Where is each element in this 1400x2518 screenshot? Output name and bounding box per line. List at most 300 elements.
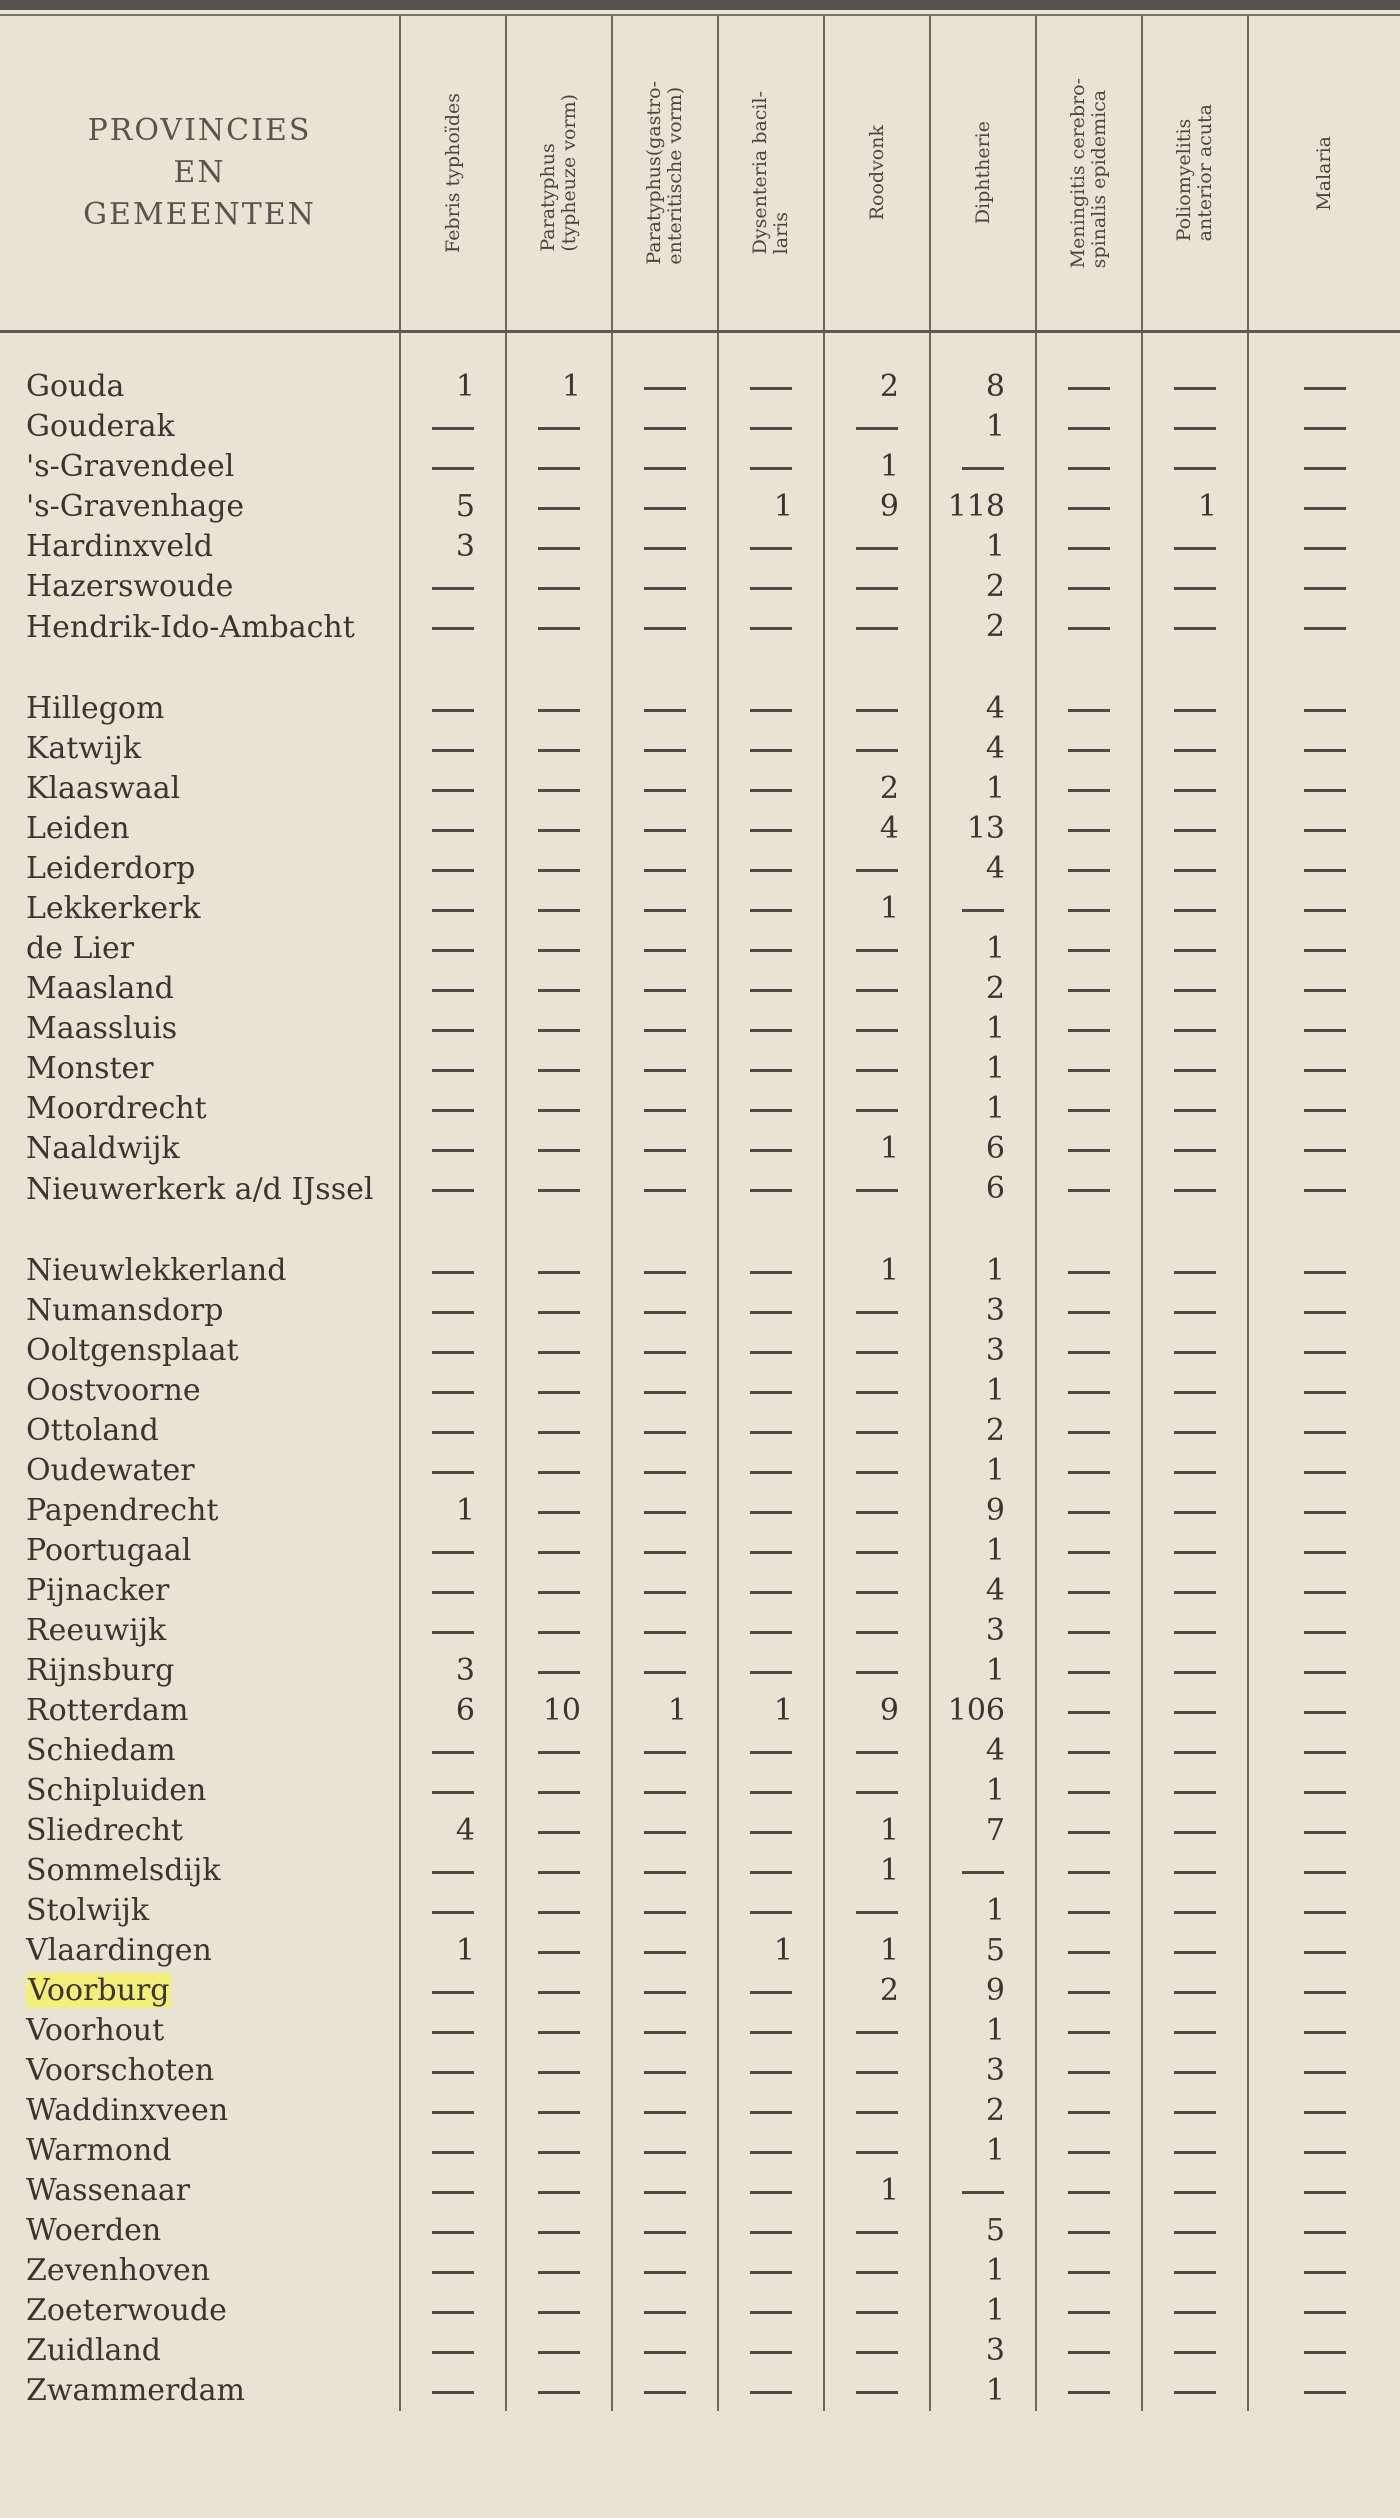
empty-cell-dash [1142,2211,1248,2251]
empty-cell-dash [506,567,612,607]
empty-cell-dash [1142,889,1248,929]
municipality-name [0,1651,400,1691]
empty-cell-dash [824,2091,930,2131]
table-row [0,1931,1400,1971]
dash-mark [644,587,686,590]
dash-mark [1304,2311,1346,2314]
dash-mark [1304,949,1346,952]
dash-mark [1174,909,1216,912]
dash-mark [750,1109,792,1112]
empty-cell-dash [506,2211,612,2251]
count-cell: 6 [400,1691,506,1731]
dash-mark [538,2071,580,2074]
empty-cell-dash [1142,929,1248,969]
dash-mark [1068,1069,1110,1072]
empty-cell-dash [1036,1129,1142,1169]
empty-cell-dash [1036,1009,1142,1049]
dash-mark [432,949,474,952]
dash-mark [644,1109,686,1112]
empty-cell-dash [612,447,718,487]
count-cell: 4 [930,1571,1036,1611]
dash-mark [432,427,474,430]
dash-mark [538,1431,580,1434]
dash-mark [856,2031,898,2034]
dash-mark [750,587,792,590]
empty-cell-dash [506,1811,612,1851]
dash-mark [750,2111,792,2114]
dash-mark [1304,1149,1346,1152]
empty-cell-dash [506,447,612,487]
header-line-en: EN [173,155,226,190]
dash-mark [1068,789,1110,792]
dash-mark [750,1189,792,1192]
dash-mark [1068,2191,1110,2194]
empty-cell-dash [1248,689,1400,729]
dash-mark [1068,2151,1110,2154]
empty-cell-dash [718,2171,824,2211]
dash-mark [1174,387,1216,390]
municipality-name [0,889,400,929]
dash-mark [538,1471,580,1474]
dash-mark [432,1109,474,1112]
dash-mark [1068,1711,1110,1714]
empty-cell-dash [1142,1891,1248,1931]
empty-cell-dash [400,889,506,929]
dash-mark [538,467,580,470]
table-row [0,1049,1400,1089]
empty-cell-dash [1036,567,1142,607]
dash-mark [538,1271,580,1274]
empty-cell-dash [506,689,612,729]
empty-cell-dash [824,1491,930,1531]
municipality-name-text: Lekkerkerk [26,891,201,926]
municipality-name [0,769,400,809]
dash-mark [538,1391,580,1394]
dash-mark [750,789,792,792]
empty-cell-dash [1142,2131,1248,2171]
empty-cell-dash [718,447,824,487]
municipality-name-text: Nieuwlekkerland [26,1253,287,1288]
empty-cell-dash [1248,2371,1400,2411]
empty-cell-dash [1036,2331,1142,2371]
dash-mark [750,1991,792,1994]
empty-cell-dash [718,1771,824,1811]
municipality-name [0,2211,400,2251]
top-rule [0,0,1400,10]
dash-mark [750,547,792,550]
count-cell: 2 [930,2091,1036,2131]
dash-mark [538,1831,580,1834]
dash-mark [538,1991,580,1994]
count-cell: 7 [930,1811,1036,1851]
dash-mark [644,507,686,510]
empty-cell-dash [612,527,718,567]
empty-cell-dash [1036,1731,1142,1771]
municipality-name-text: de Lier [26,931,135,966]
dash-mark [1304,989,1346,992]
empty-cell-dash [506,1531,612,1571]
municipality-name [0,407,400,447]
dash-mark [644,1029,686,1032]
dash-mark [1068,507,1110,510]
empty-cell-dash [612,1611,718,1651]
table-row [0,1331,1400,1371]
dash-mark [1068,587,1110,590]
empty-cell-dash [400,1009,506,1049]
dash-mark [1174,1871,1216,1874]
empty-cell-dash [824,1089,930,1129]
empty-cell-dash [400,1251,506,1291]
count-cell: 1 [718,487,824,527]
empty-cell-dash [1248,929,1400,969]
dash-mark [1304,2351,1346,2354]
count-cell: 5 [400,487,506,527]
dash-mark [962,909,1004,912]
dash-mark [432,2271,474,2274]
dash-mark [1304,1471,1346,1474]
count-cell: 3 [930,2331,1036,2371]
municipality-name [0,1049,400,1089]
empty-cell-dash [718,2011,824,2051]
dash-mark [644,949,686,952]
empty-cell-dash [1142,1089,1248,1129]
empty-cell-dash [1142,1851,1248,1891]
empty-cell-dash [718,2251,824,2291]
dash-mark [644,1911,686,1914]
count-cell: 1 [930,407,1036,447]
dash-mark [1304,587,1346,590]
empty-cell-dash [612,2171,718,2211]
count-cell: 2 [824,1971,930,2011]
empty-cell-dash [718,2331,824,2371]
dash-mark [1174,1591,1216,1594]
dash-mark [750,989,792,992]
count-cell: 1 [824,2171,930,2211]
dash-mark [538,2311,580,2314]
dash-mark [432,1271,474,1274]
empty-cell-dash [718,567,824,607]
empty-cell-dash [930,447,1036,487]
dash-mark [856,1511,898,1514]
empty-cell-dash [1036,1251,1142,1291]
dash-mark [750,1069,792,1072]
empty-cell-dash [1036,2171,1142,2211]
dash-mark [1304,1791,1346,1794]
dash-mark [1068,2031,1110,2034]
empty-cell-dash [1142,969,1248,1009]
dash-mark [538,2391,580,2394]
empty-cell-dash [824,1891,930,1931]
table-row [0,2371,1400,2411]
dash-mark [1174,1189,1216,1192]
dash-mark [856,709,898,712]
dash-mark [856,1311,898,1314]
dash-mark [432,1911,474,1914]
dash-mark [644,1671,686,1674]
empty-cell-dash [1248,2171,1400,2211]
municipality-name [0,2171,400,2211]
dash-mark [432,1991,474,1994]
dash-mark [538,507,580,510]
dash-mark [750,2231,792,2234]
empty-cell-dash [1142,689,1248,729]
count-cell: 1 [612,1691,718,1731]
dash-mark [1068,1631,1110,1634]
dash-mark [1174,1069,1216,1072]
municipality-name-text: Zevenhoven [26,2253,211,2288]
empty-cell-dash [824,527,930,567]
dash-mark [1068,1511,1110,1514]
empty-cell-dash [400,849,506,889]
empty-cell-dash [612,2051,718,2091]
empty-cell-dash [1248,889,1400,929]
empty-cell-dash [930,889,1036,929]
empty-cell-dash [1248,527,1400,567]
empty-cell-dash [1248,1129,1400,1169]
empty-cell-dash [824,1371,930,1411]
empty-cell-dash [400,447,506,487]
empty-cell-dash [400,1411,506,1451]
dash-mark [432,1069,474,1072]
count-cell: 4 [400,1811,506,1851]
dash-mark [538,627,580,630]
col-header-febris-typhoides: Febris typhoïdes [400,16,506,332]
empty-cell-dash [612,1651,718,1691]
empty-cell-dash [718,1129,824,1169]
dash-mark [1304,1029,1346,1032]
dash-mark [1068,2351,1110,2354]
empty-cell-dash [824,1451,930,1491]
empty-cell-dash [1036,527,1142,567]
dash-mark [750,2151,792,2154]
empty-cell-dash [1142,407,1248,447]
dash-mark [644,1791,686,1794]
empty-cell-dash [1036,2291,1142,2331]
empty-cell-dash [824,1771,930,1811]
empty-cell-dash [1036,1651,1142,1691]
municipality-name-text: Rotterdam [26,1693,189,1728]
dash-mark [538,427,580,430]
table-row [0,487,1400,527]
empty-cell-dash [718,1491,824,1531]
municipality-name [0,567,400,607]
empty-cell-dash [612,1771,718,1811]
empty-cell-dash [506,729,612,769]
dash-mark [432,2151,474,2154]
dash-mark [1304,1591,1346,1594]
count-cell: 2 [930,607,1036,689]
municipality-name [0,1811,400,1851]
empty-cell-dash [1248,1089,1400,1129]
dash-mark [432,749,474,752]
dash-mark [432,2311,474,2314]
dash-mark [644,2071,686,2074]
table-row [0,2291,1400,2331]
dash-mark [1304,1109,1346,1112]
count-cell: 1 [930,1451,1036,1491]
dash-mark [750,2071,792,2074]
empty-cell-dash [1036,1891,1142,1931]
count-cell: 1 [930,1049,1036,1089]
empty-cell-dash [718,1251,824,1291]
dash-mark [644,1391,686,1394]
dash-mark [1068,1671,1110,1674]
dash-mark [962,467,1004,470]
dash-mark [750,427,792,430]
empty-cell-dash [824,1049,930,1089]
empty-cell-dash [1248,1411,1400,1451]
table-row [0,1851,1400,1891]
municipality-name [0,729,400,769]
dash-mark [750,1791,792,1794]
table-row [0,2011,1400,2051]
empty-cell-dash [1142,1771,1248,1811]
dash-mark [1304,2231,1346,2234]
dash-mark [538,1911,580,1914]
dash-mark [750,1831,792,1834]
empty-cell-dash [1036,2131,1142,2171]
dash-mark [538,1551,580,1554]
dash-mark [750,1029,792,1032]
dash-mark [538,1631,580,1634]
empty-cell-dash [506,1891,612,1931]
dash-mark [1304,1551,1346,1554]
table-row [0,1371,1400,1411]
dash-mark [1304,2191,1346,2194]
empty-cell-dash [400,2211,506,2251]
empty-cell-dash [506,487,612,527]
empty-cell-dash [1036,2051,1142,2091]
empty-cell-dash [718,2371,824,2411]
dash-mark [1174,547,1216,550]
empty-cell-dash [1248,1851,1400,1891]
empty-cell-dash [1248,1611,1400,1651]
empty-cell-dash [718,1049,824,1089]
municipality-name-text: 's-Gravendeel [26,449,235,484]
dash-mark [644,627,686,630]
dash-mark [1068,547,1110,550]
municipality-name-text: Naaldwijk [26,1131,180,1166]
municipality-name [0,1451,400,1491]
empty-cell-dash [612,367,718,407]
dash-mark [856,869,898,872]
empty-cell-dash [400,2051,506,2091]
empty-cell-dash [824,1651,930,1691]
count-cell: 1 [930,1891,1036,1931]
count-cell: 4 [930,1731,1036,1771]
dash-mark [856,2111,898,2114]
count-cell: 9 [824,487,930,527]
dash-mark [1174,587,1216,590]
dash-mark [750,2031,792,2034]
empty-cell-dash [1036,729,1142,769]
col-header-paratyphus-typheuze: Paratyphus (typheuze vorm) [506,16,612,332]
empty-cell-dash [1036,1971,1142,2011]
table-row [0,527,1400,567]
empty-cell-dash [1036,1931,1142,1971]
empty-cell-dash [506,1971,612,2011]
dash-mark [1174,1511,1216,1514]
empty-cell-dash [718,1731,824,1771]
municipality-name [0,1331,400,1371]
table-row [0,689,1400,729]
dash-mark [1174,467,1216,470]
count-cell: 4 [930,849,1036,889]
dash-mark [432,2351,474,2354]
dash-mark [538,1511,580,1514]
empty-cell-dash [718,1611,824,1651]
dash-mark [538,1149,580,1152]
table-row [0,407,1400,447]
dash-mark [1174,789,1216,792]
empty-cell-dash [506,1089,612,1129]
empty-cell-dash [1248,1451,1400,1491]
empty-cell-dash [718,527,824,567]
empty-cell-dash [612,1009,718,1049]
table-row [0,1531,1400,1571]
dash-mark [644,869,686,872]
empty-cell-dash [506,2291,612,2331]
empty-cell-dash [400,929,506,969]
empty-cell-dash [1036,1169,1142,1251]
empty-cell-dash [1142,1971,1248,2011]
empty-cell-dash [1142,1611,1248,1651]
count-cell: 1 [824,1851,930,1891]
count-cell: 1 [824,447,930,487]
dash-mark [750,1551,792,1554]
empty-cell-dash [1036,1771,1142,1811]
count-cell: 1 [718,1691,824,1731]
dash-mark [644,2271,686,2274]
count-cell: 3 [930,1291,1036,1331]
dash-mark [856,1069,898,1072]
dash-mark [1174,2231,1216,2234]
municipality-name-text: Pijnacker [26,1573,170,1608]
empty-cell-dash [1036,849,1142,889]
dash-mark [1304,1751,1346,1754]
dash-mark [750,869,792,872]
empty-cell-dash [400,1169,506,1251]
dash-mark [1068,1109,1110,1112]
empty-cell-dash [400,1371,506,1411]
empty-cell-dash [824,689,930,729]
empty-cell-dash [1248,407,1400,447]
empty-cell-dash [1142,1291,1248,1331]
count-cell: 4 [930,689,1036,729]
empty-cell-dash [718,1531,824,1571]
empty-cell-dash [824,2371,930,2411]
dash-mark [432,829,474,832]
dash-mark [538,547,580,550]
empty-cell-dash [1248,607,1400,689]
empty-cell-dash [1142,1169,1248,1251]
count-cell: 3 [400,1651,506,1691]
empty-cell-dash [1248,1291,1400,1331]
col-header-diphtherie: Diphtherie [930,16,1036,332]
col-header-malaria: Malaria [1248,16,1400,332]
dash-mark [644,1351,686,1354]
dash-mark [432,2111,474,2114]
municipality-name-text: Numansdorp [26,1293,224,1328]
empty-cell-dash [824,1731,930,1771]
empty-cell-dash [400,2171,506,2211]
empty-cell-dash [1142,2171,1248,2211]
empty-cell-dash [718,1009,824,1049]
empty-cell-dash [1036,769,1142,809]
dash-mark [1174,1551,1216,1554]
count-cell: 2 [824,367,930,407]
empty-cell-dash [718,1891,824,1931]
